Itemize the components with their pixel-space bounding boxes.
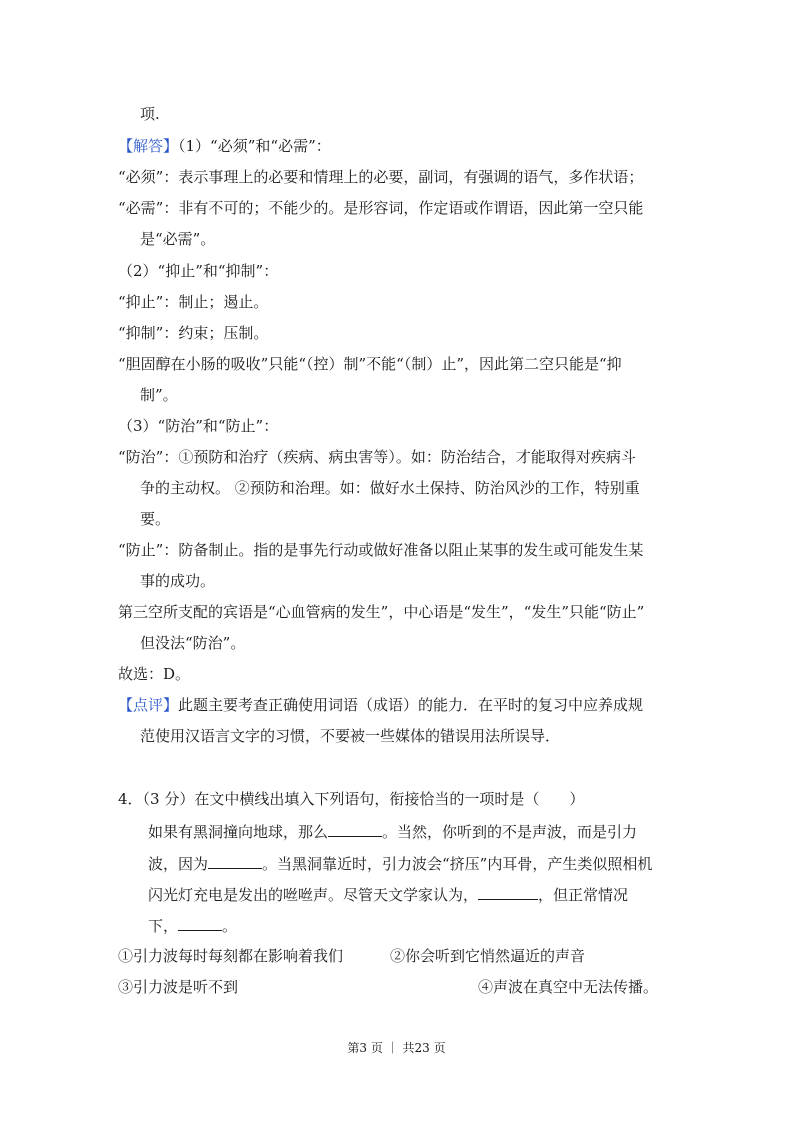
fill-blank-3 [478,884,538,900]
passage-line [148,853,652,874]
passage-line [148,821,637,842]
comment-line [118,695,643,715]
passage-text: 。当然，你听到的不是声波，而是引力 [382,823,638,841]
comment-text: 此题主要考查正确使用词语（成语）的能力．在平时的复习中应养成规 [178,696,644,714]
passage-text: 波，因为 [148,855,209,873]
solution-line: （2）“抑止”和“抑制”： [118,262,279,280]
solution-line: 事的成功。 [140,572,216,590]
option-1: ①引力波每时每刻都在影响着我们 [118,947,344,965]
passage-text: 。 [222,917,238,935]
passage-text: 如果有黑洞撞向地球，那么 [148,823,329,841]
solution-line: “抑止”：制止；遏止。 [118,293,269,311]
passage-line [148,884,628,905]
passage-text: 下， [148,917,179,935]
solution-line: 要。 [140,510,171,528]
solution-line: “必须”：表示事理上的必要和情理上的必要，副词，有强调的语气，多作状语； [118,168,644,186]
option-4: ④声波在真空中无法传播。 [478,978,659,996]
page-footer: 第3 页 ｜ 共23 页 [347,1041,446,1055]
final-choice: 故选：D。 [118,665,191,683]
fill-blank-4 [178,915,222,931]
solution-line: “抑制”：约束；压制。 [118,324,269,342]
fill-blank-1 [328,821,382,837]
fill-blank-2 [208,853,262,869]
question-stem: 4．（3 分）在文中横线出填入下列语句，衔接恰当的一项时是（ ） [118,790,585,808]
passage-text: 。当黑洞靠近时，引力波会“挤压”内耳骨，产生类似照相机 [262,855,653,873]
passage-text: 闪光灯充电是发出的咝咝声。尽管天文学家认为， [148,886,479,904]
solution-line: 但没法“防治”。 [140,634,246,652]
solution-line: 是“必需”。 [140,230,216,248]
solution-line: “必需”：非有不可的；不能少的。是形容词，作定语或作谓语，因此第一空只能 [118,199,644,217]
solution-line: 争的主动权。 ②预防和治理。如：做好水土保持、防治风沙的工作，特别重 [140,479,640,497]
answer-heading [118,136,331,156]
answer-heading-text: （1）“必须”和“必需”： [178,137,331,155]
passage-text: ，但正常情况 [538,886,629,904]
solution-line: “防止”：防备制止。指的是事先行动或做好准备以阻止某事的发生或可能发生某 [118,541,644,559]
answer-tag: 【解答】 [118,137,179,155]
solution-line: （3）“防治”和“防止”： [118,417,279,435]
solution-line: “胆固醇在小肠的吸收”只能“（控）制”不能“（制）止”，因此第二空只能是“抑 [118,355,622,373]
solution-line: 制”。 [140,386,178,404]
option-3: ③引力波是听不到 [118,978,239,996]
option-2: ②你会听到它悄然逼近的声音 [390,947,586,965]
comment-line-2: 范使用汉语言文字的习惯，不要被一些媒体的错误用法所误导． [140,727,561,745]
passage-line [148,915,237,936]
comment-tag: 【点评】 [118,696,179,714]
solution-line: “防治”：①预防和治疗（疾病、病虫害等）。如：防治结合，才能取得对疾病斗 [118,448,636,466]
solution-line: 项. [140,105,160,123]
solution-line: 第三空所支配的宾语是“心血管病的发生”，中心语是“发生”，“发生”只能“防止” [118,603,645,621]
